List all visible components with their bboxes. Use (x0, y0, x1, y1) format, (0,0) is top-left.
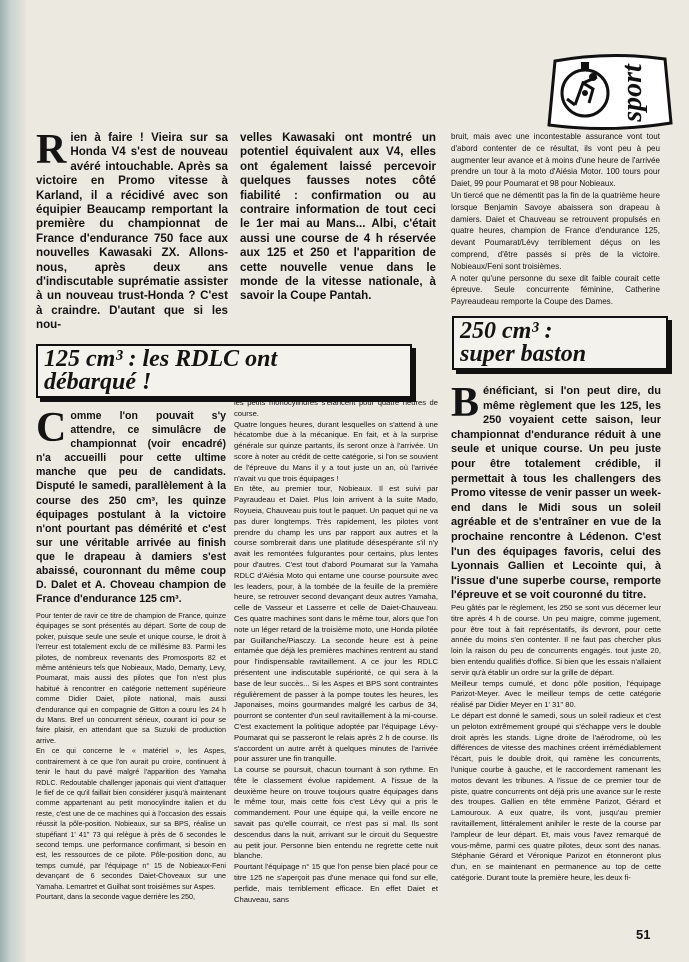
heading-250-line1: 250 cm³ : (460, 318, 553, 344)
lead-250-text: énéficiant, si l'on peut dire, du même règlement que les 125, les 250 voyaient cette saison, leur championnat d'endurance réduit à une seule et unique course. Un peu juste pour être totalement crédible, il permettait à tous les challengers des Promo vitesse de venir passer un week-end dans le Midi sous un soleil agréable et de s'entraîner en vue de la prochaine rencontre à Lédenon. C'est l'un des équipages favoris, celui des Lyonnais Gallien et Lecointe qui, à l'issue d'une superbe course, remporte l'épreuve et se voit couronné du titre. (451, 385, 661, 602)
drop-cap-b: B (451, 380, 480, 426)
sport-logo (545, 53, 673, 131)
body-125-col2: les petits monocylindres s'élancent pour quatre heures de course. Quatre longues heures, durant lesquelles on s'attend à une hécatombe due à la mécanique. En fait, et à la surprise générale sur quinze partants, ils seront onze à l'arrivée. Un score à noter au crédit de cette catégorie, si l'on se souvient de l'épreuve du Mans il y a tout juste un an, où l'arrivée n'avait vu que trois équipages ! En tête, au premier tour, Nobieaux. Il est suivi par Payraudeau et Daiet. Plus loin arrivent à la suite Mado, Royueia, Chauveau puis tout le paquet. Un paquet qui ne va pas durer longtemps. Très rapidement, les pilotes vont prendre du champ les uns par rapport aux autres et la course sombrerait dans une platitude désespérante s'il n'y avait les remontées fulgurantes pour certains, plus lentes pour d'autres. C'est tout d'abord Poumarat sur la Yamaha RDLC d'Aiésia Moto qui entame une course poursuite avec les leaders, pour, à la tombée de la feuille de la première heure, se retrouver second devançant deux autres Yamaha, celle de Vasseur et Lasserre et celle de Daiet-Chauveau. Ces quatre machines sont dans le même tour, alors que l'on note un léger retard de la troisième moto, une Honda pilotée par Guillanche/Piasczy. La seconde heure est à peine entamée que déjà les premières machines rentrent au stand pour l'indispensable ravitaillement. A ce jour les RDLC présentent une indiscutable supériorité, ce qui sera à la base de leur succès... Si les Aspes et BPS sont contraintes régulièrement de passer à la pompe toutes les heures, les Japonaises, moins gourmandes malgré les carbus de 34, pourront se contenter d'un seul ravitaillement à la mi-course. C'est exactement la politique adoptée par l'équipage Lévy-Poumarat qui se passeront le relais après 2 h de course. Ils s'accordent un autre arrêt à quelques minutes de l'arrivée pour assurer une fin tranquille. La course se poursuit, chacun tournant à son rythme. En tête le classement évolue rapidement. A l'issue de la deuxième heure on trouve toujours quatre équipages dans le même tour, mais cette fois c'est Lévy qui a pris le commandement. Pour une équipe qui, la veille encore ne savait pas qu'elle courrait, ce n'est pas si mal. Ils sont descendus dans la nuit, arrivant sur le circuit du Sequestre au petit jour. Personne bien entendu ne regrette cette nuit blanche. Pourtant l'équipage n° 15 que l'on pense bien placé pour ce titre 125 ne s'aperçoit pas d'une menace qui fond sur elle, perfide, mais terriblement efficace. En effet Daiet et Chauveau, sans (234, 398, 438, 904)
sport-logo-word: sport (617, 64, 648, 122)
page-spine (0, 0, 26, 962)
intro-text-1: ien à faire ! Vieira sur sa Honda V4 s'est de nouveau avéré intouchable. Après sa victoire en Promo vitesse à Karland, il a récidivé avec son équipier Beaucamp remportant la première du championnat de France d'endurance 750 face aux nouvelles Kawasaki ZX. Allons-nous, après deux ans d'indiscutable suprématie assister à un nouveau trust-Honda ? C'est à craindre. D'autant que si les nou- (36, 131, 228, 332)
body-125-col1: Pour tenter de ravir ce titre de champion de France, quinze équipages se sont présentés au départ. Sorte de coup de poker, puisque seule une seule et unique course, le droit à l'erreur est totalement exclu de ce millésime 83. Parmi les pilotes, de nombreux revenants des Promosports 82 et même anténieurs tels que Nobieaux, Mado, Demarty, Levy, Poumarat, mais aussi des pilotes que l'on n'est plus habitué à rencontrer en catégorie nettement supérieure comme Didier Daiet, pilote national, mais aussi d'endurance qui en compagnie de Gitton a couru les 24 h du Mans. Bref un concurrent sérieux, courant ici pour se faire plaisir, en attendant que sa Suzuki de production arrive. En ce qui concerne le « matériel », les Aspes, contrairement à ce que l'on aurait pu croire, continuent à tenir le haut du pavé malgré l'apparition des Yamaha RDLC. Redoutable challenger japonais qui vient d'attaquer le fief de ce qu'il faillait bien considérer jusqu'à maintenant comme appartenant au petit monocylindre italien et du reste, c'est une de ce machines qui à l'occasion des essais réussit la pôle-position. Nobieaux, sur sa BPS, réalise un stupéfiant 1' 41" 73 qui relègue à près de 6 secondes le second temps. une performance confirmant, si besoin en est, les ressources de ce pilote. Pôle-position donc, au temps cumulé, par l'équipage n° 15 de Nobieaux-Feni devançant de 6 secondes Daiet-Choveaux sur une Yamaha. Lemartret et Guilhat sont troisièmes sur Aspes. Pourtant, dans la seconde vague derrière les 250, (36, 611, 226, 901)
heading-125-line2: débarqué ! (44, 369, 152, 395)
drop-cap-r: R (36, 127, 67, 173)
page-number: 51 (636, 927, 651, 942)
heading-125 (36, 344, 412, 398)
heading-250 (452, 316, 668, 370)
heading-250-line2: super baston (460, 341, 587, 367)
stopwatch-runner-icon (545, 53, 673, 131)
intro-col-3: bruit, mais avec une incontestable assurance vont tout d'abord contenter de ce résultat, ils vont peu à peu augmenter leur avance et à moins d'une heure de l'arrivée prendre un tour à la moto d'Aiésia Motor. 100 tours pour Daiet, 99 pour Poumarat et 98 pour Nobieaux. Un tiercé que ne démentit pas la fin de la quatrième heure lorsque Benjamin Savoye abaissera son drapeau à damiers. Daiet et Chauveau se retrouvent propulsés en quatre heures, champion de France d'endurance 125, devant Poumarat/Lévy terriblement déçus on les comprend, d'être passés si près de la victoire. Nobieaux/Feni sont troisièmes. A noter qu'une personne du sexe dit faible courait cette épreuve. Seule concurrente féminine, Catherine Payreaudeau remporte la Coupe des Dames. (451, 132, 660, 307)
lead-125-text: omme l'on pouvait s'y attendre, ce simulâcre de championnat (voir encadré) n'a accueilli pour cette ultime manche que peu de candidats. Disputé le samedi, parallèlement à la course des 250 cm³, les quinze équipages postulant à la victoire n'ont pourtant pas démérité et c'est sur une véritable arrivée au finish que le drapeau à damiers s'est abaissé, couronnant du même coup D. Dalet et A. Choveau champion de France d'endurance 125 cm³. (36, 410, 226, 606)
heading-125-line1: 125 cm³ : les RDLC ont (44, 346, 278, 372)
drop-cap-c: C (36, 405, 67, 451)
intro-col-1 (36, 127, 228, 333)
lead-125 (36, 405, 226, 606)
lead-250 (451, 380, 661, 603)
body-250: Peu gâtés par le règlement, les 250 se sont vus décerner leur titre après 4 h de course. Un peu maigre, comme jugement, pour être tout à fait représentatifs, ils devront, pour cette année du moins s'en contenter. Il ne faut pas chercher plus loin la raison du peu de concurrents engagés. tout juste 20, bien entendu qualifiés d'office. Si bien que les essais n'allaient servir qu'à établir un ordre sur la grille de départ. Meilleur temps cumulé, et donc pôle position, l'équipage Parizot-Meyer. Avec le meilleur temps de cette catégorie réalisé par Didier Meyer en 1' 31" 80. Le départ est donné le samedi, sous un soleil radieux et c'est un peloton extrêmement groupé qui s'échappe vers le double droit après les stands. Ligne droite de l'aérodrome, où les différences de vitesse des machines créent irrémédiablement l'écart, puis le double droit, qui ramène les concurrents, l'unique courbe à gauche, et le raccordement ramenant les motos devant les tribunes. A l'issue de ce premier tour de piste, quatre concurrents ont déjà pris une avance sur le reste des troupes. Gallien en tête emmène Parizot, Gérard et Lamouroux. A eux quatre, ils vont, jusqu'au premier ravitaillement, littéralement anihiler le reste de la course par l'ampleur de leur départ. Et, mais vous l'avez remarqué de vous-même, parmi ces quatre pilotes, deux sont des nanas. Stéphanie Gérard et Véronique Parizot en étonneront plus d'un, en se maintenant en permanence au top de cette catégorie. Durant toute la première heure, les deux fi- (451, 603, 661, 882)
intro-col-2: velles Kawasaki ont montré un potentiel équivalent aux V4, elles ont également laissé percevoir quelques fausses notes côté fiabilité : confirmation ou au contraire information de tout ceci le 1er mai au Mans... Albi, c'était aussi une course de 4 h réservée aux 125 et 250 et l'apparition de cette nouvelle venue dans le monde de la vitesse nationale, à savoir la Coupe Pantah. (240, 131, 436, 303)
